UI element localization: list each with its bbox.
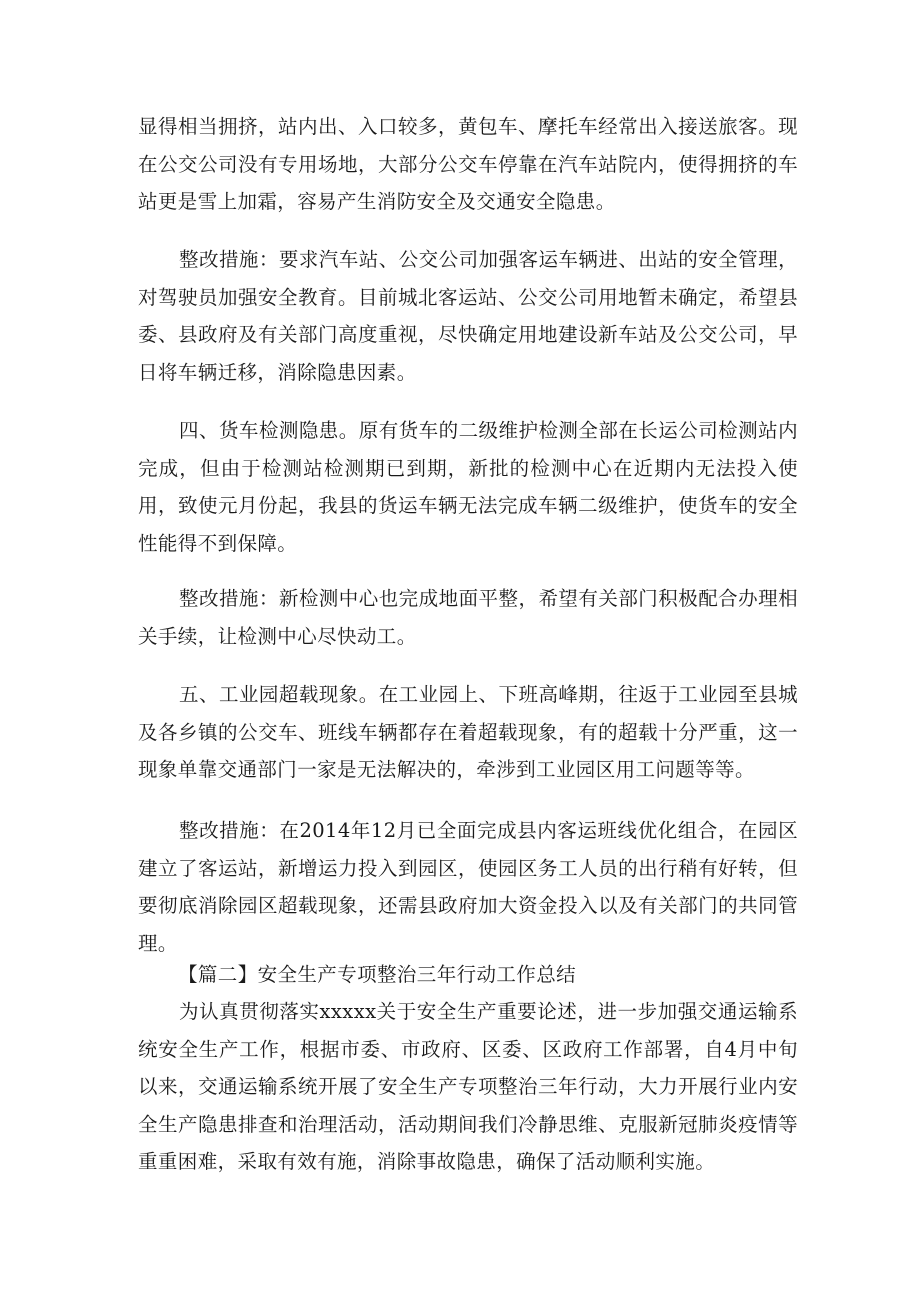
paragraph-truck-inspection: 四、货车检测隐患。原有货车的二级维护检测全部在长运公司检测站内完成，但由于检测站检测期已到期，新批的检测中心在近期内无法投入使用，致使元月份起，我县的货运车辆无法完成车辆二级维护，使货车的安全性能得不到保障。 [138, 419, 798, 555]
paragraph-rectification-inspection: 整改措施：新检测中心也完成地面平整，希望有关部门积极配合办理相关手续，让检测中心尽快动工。 [138, 587, 798, 648]
paragraph-rectification-overload: 整改措施：在2014年12月已全面完成县内客运班线优化组合，在园区建立了客运站，新增运力投入到园区，使园区务工人员的出行稍有好转，但要彻底消除园区超载现象，还需县政府加大资金投入以及有关部门的共同管理。 [138, 819, 798, 955]
paragraph-rectification-bus: 整改措施：要求汽车站、公交公司加强客运车辆进、出站的安全管理，对驾驶员加强安全教育。目前城北客运站、公交公司用地暂未确定，希望县委、县政府及有关部门高度重视，尽快确定用地建设新车站及公交公司，早日将车辆迁移，消除隐患因素。 [138, 248, 798, 384]
paragraph-continuation: 显得相当拥挤，站内出、入口较多，黄包车、摩托车经常出入接送旅客。现在公交公司没有专用场地，大部分公交车停靠在汽车站院内，使得拥挤的车站更是雪上加霜，容易产生消防安全及交通安全隐患。 [138, 115, 798, 213]
paragraph-industrial-park-overload: 五、工业园超载现象。在工业园上、下班高峰期，往返于工业园至县城及各乡镇的公交车、班线车辆都存在着超载现象，有的超载十分严重，这一现象单靠交通部门一家是无法解决的，牵涉到工业园区用工问题等等。 [138, 683, 798, 781]
paragraph-intro: 为认真贯彻落实xxxxx关于安全生产重要论述，进一步加强交通运输系统安全生产工作，根据市委、市政府、区委、区政府工作部署，自4月中旬以来，交通运输系统开展了安全生产专项整治三年行动，大力开展行业内安全生产隐患排查和治理活动，活动期间我们冷静思维、克服新冠肺炎疫情等重重困难，采取有效有施，消除事故隐患，确保了活动顺利实施。 [138, 1000, 798, 1173]
section-heading: 【篇二】安全生产专项整治三年行动工作总结 [178, 963, 577, 986]
